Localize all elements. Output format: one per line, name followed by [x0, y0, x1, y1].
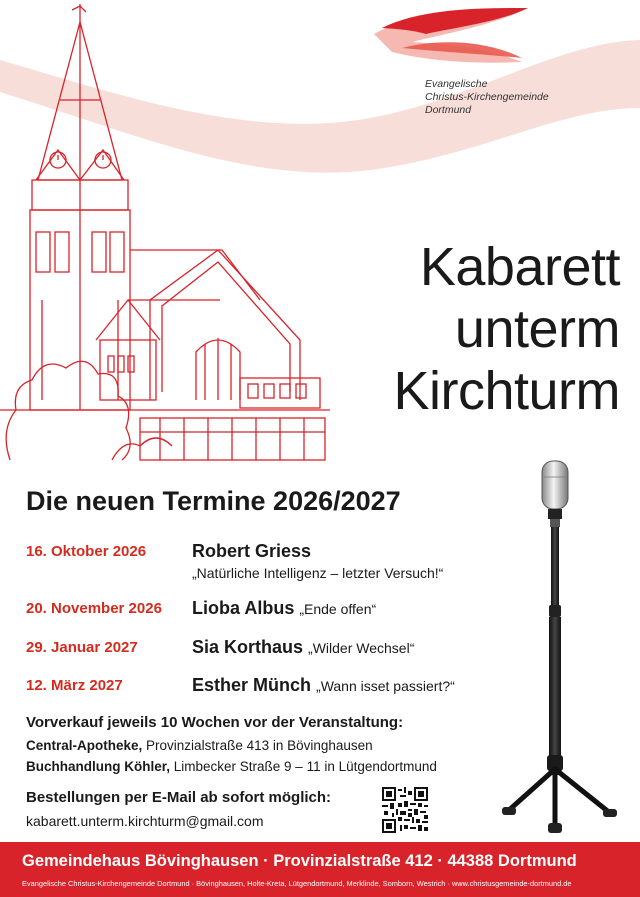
- event-artist: [192, 675, 455, 696]
- footer-bar: [0, 842, 640, 897]
- order-email[interactable]: kabarett.unterm.kirchturm@gmail.com: [26, 813, 264, 829]
- presale-shop-2: [26, 759, 437, 774]
- title-line-2: unterm: [454, 299, 620, 359]
- event-program: „Wann isset passiert?“: [316, 678, 455, 694]
- event-program: „Wilder Wechsel“: [308, 640, 415, 656]
- shop-name: Central-Apotheke,: [26, 738, 143, 753]
- page-title: [393, 236, 620, 422]
- event-artist-name: Esther Münch: [192, 675, 312, 695]
- footer-address: Gemeindehaus Bövinghausen · Provinzialstraße 412 · 44388 Dortmund: [22, 852, 577, 870]
- event-item-1: [26, 541, 526, 581]
- fish-logo-icon: [372, 4, 532, 76]
- event-artist: [192, 637, 414, 658]
- event-date: 29. Januar 2027: [26, 639, 138, 656]
- event-artist-name: Sia Korthaus: [192, 637, 304, 657]
- footer-parish-line: Evangelische Christus-Kirchengemeinde Dortmund · Bövinghausen, Holte-Kreta, Lütgendortmund, Merklinde, Somborn, Westrich · www.christusgemeinde-dortmund.de: [22, 879, 572, 888]
- presale-heading: Vorverkauf jeweils 10 Wochen vor der Veranstaltung:: [26, 714, 404, 731]
- qr-code-icon[interactable]: [382, 787, 428, 833]
- event-program: „Natürliche Intelligenz – letzter Versuch!“: [192, 565, 444, 581]
- order-heading: Bestellungen per E-Mail ab sofort möglich:: [26, 789, 332, 806]
- title-line-3: Kirchturm: [393, 361, 620, 421]
- event-date: 20. November 2026: [26, 600, 162, 617]
- church-drawing: [0, 0, 330, 470]
- event-item-3: [26, 637, 526, 673]
- subtitle: Die neuen Termine 2026/2027: [26, 486, 401, 516]
- logo-line-1: Evangelische: [425, 78, 488, 90]
- event-artist: [192, 598, 376, 619]
- microphone-stand-icon: [498, 455, 628, 845]
- event-date: 16. Oktober 2026: [26, 543, 147, 560]
- logo-text: [425, 78, 549, 117]
- event-date: 12. März 2027: [26, 677, 123, 694]
- shop-address: Limbecker Straße 9 – 11 in Lütgendortmund: [173, 759, 437, 774]
- presale-shop-1: [26, 738, 373, 753]
- logo-line-2: Christus-Kirchengemeinde: [425, 91, 549, 103]
- shop-address: Provinzialstraße 413 in Bövinghausen: [146, 738, 373, 753]
- shop-name: Buchhandlung Köhler,: [26, 759, 170, 774]
- title-line-1: Kabarett: [419, 237, 620, 297]
- logo-line-3: Dortmund: [425, 104, 472, 116]
- event-item-4: [26, 675, 526, 711]
- event-item-2: [26, 598, 526, 634]
- event-artist-name: Lioba Albus: [192, 598, 295, 618]
- event-artist: Robert Griess: [192, 541, 312, 561]
- event-program: „Ende offen“: [299, 601, 377, 617]
